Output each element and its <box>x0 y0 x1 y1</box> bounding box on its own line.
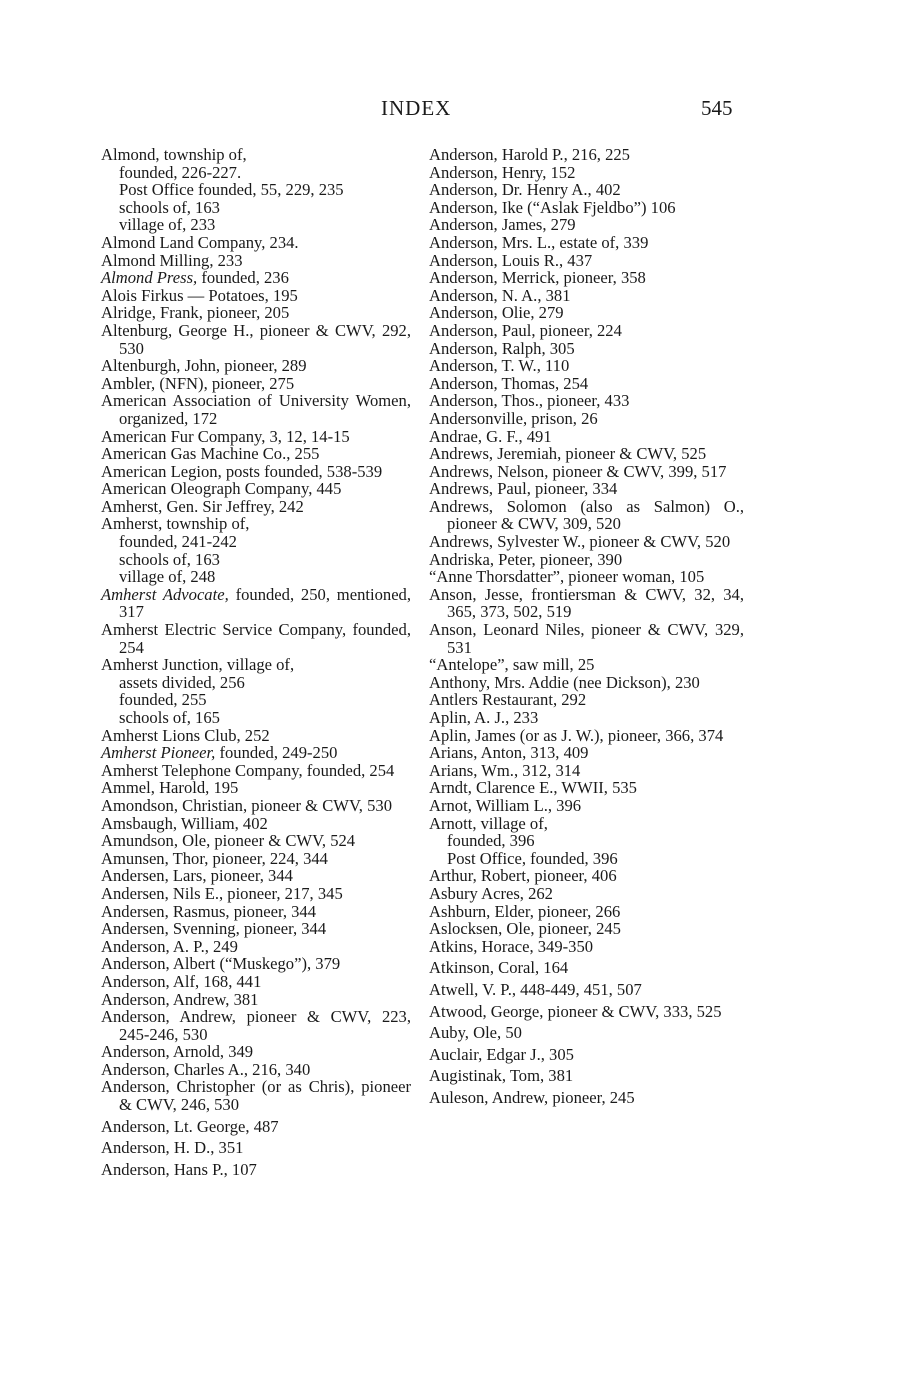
index-entry: Atkinson, Coral, 164 <box>429 958 569 978</box>
index-entry: Anderson, T. W., 110 <box>429 356 570 376</box>
index-entry: Amsbaugh, William, 402 <box>101 813 268 833</box>
index-entry: Anderson, Christopher (or as Chris), pioneer & CWV, 246, 530 <box>101 1077 411 1115</box>
index-entry: Amherst Electric Service Company, founded, 254 <box>101 620 411 657</box>
index-entry: Aplin, James (or as J. W.), pioneer, 366, 374 <box>429 725 724 745</box>
index-entry: Antlers Restaurant, 292 <box>429 690 587 710</box>
index-entry: American Fur Company, 3, 12, 14-15 <box>101 426 350 446</box>
index-subentry: Post Office, founded, 396 <box>447 848 618 868</box>
index-entry: Arians, Wm., 312, 314 <box>429 760 581 780</box>
index-entry: Amherst, Gen. Sir Jeffrey, 242 <box>101 496 304 516</box>
index-entry: Anderson, Mrs. L., estate of, 339 <box>429 232 649 252</box>
index-entry: Anderson, Harold P., 216, 225 <box>429 145 630 164</box>
publication-title: Amherst Pioneer, <box>101 743 216 763</box>
index-subentry: assets divided, 256 <box>119 672 245 692</box>
index-entry: Andrews, Solomon (also as Salmon) O., pioneer & CWV, 309, 520 <box>429 496 744 534</box>
index-entry: Arthur, Robert, pioneer, 406 <box>429 866 617 886</box>
index-entry: Anderson, Albert (“Muskego”), 379 <box>101 954 341 974</box>
index-entry: Anderson, Olie, 279 <box>429 303 564 323</box>
index-entry: Augistinak, Tom, 381 <box>429 1066 574 1086</box>
publication-title: Amherst Advocate, <box>101 584 229 604</box>
index-entry: American Gas Machine Co., 255 <box>101 444 320 464</box>
index-entry: Ammel, Harold, 195 <box>101 778 239 798</box>
index-entry: Anderson, Thos., pioneer, 433 <box>429 391 630 411</box>
index-entry: Anderson, Merrick, pioneer, 358 <box>429 268 646 288</box>
index-entry: “Antelope”, saw mill, 25 <box>429 655 595 675</box>
index-entry: Auclair, Edgar J., 305 <box>429 1044 574 1064</box>
index-entry: Andrews, Paul, pioneer, 334 <box>429 479 618 499</box>
index-entry: Arndt, Clarence E., WWII, 535 <box>429 778 637 798</box>
index-entry: Amherst Junction, village of, <box>101 655 295 675</box>
index-entry: Anderson, Dr. Henry A., 402 <box>429 180 621 200</box>
index-entry: Arnott, village of, <box>429 813 548 833</box>
index-entry: Anderson, Hans P., 107 <box>101 1159 257 1179</box>
index-entry: Amherst, township of, <box>101 514 250 534</box>
index-subentry: village of, 233 <box>119 215 216 235</box>
index-subentry: founded, 241-242 <box>119 532 237 552</box>
index-entry: Anderson, James, 279 <box>429 215 576 235</box>
index-subentry: founded, 255 <box>119 690 207 710</box>
index-entry: Amunsen, Thor, pioneer, 224, 344 <box>101 848 328 868</box>
index-entry: Ashburn, Elder, pioneer, 266 <box>429 901 621 921</box>
index-entry: Anderson, Ike (“Aslak Fjeldbo”) 106 <box>429 197 676 217</box>
index-entry: Anderson, H. D., 351 <box>101 1138 244 1158</box>
index-entry: Altenburgh, John, pioneer, 289 <box>101 356 307 376</box>
index-entry: Anderson, Ralph, 305 <box>429 338 575 358</box>
index-entry: Andersen, Rasmus, pioneer, 344 <box>101 901 317 921</box>
index-entry: Andrae, G. F., 491 <box>429 426 552 446</box>
index-column-left <box>101 146 411 1178</box>
index-entry: Anderson, A. P., 249 <box>101 936 238 956</box>
index-entry: Almond, township of, <box>101 145 247 164</box>
index-entry <box>101 586 411 621</box>
index-entry: American Oleograph Company, 445 <box>101 479 342 499</box>
index-subentry: village of, 248 <box>119 567 216 587</box>
publication-title: Almond Press, <box>101 268 198 288</box>
index-entry: Anson, Jesse, frontiersman & CWV, 32, 34, 365, 373, 502, 519 <box>429 584 744 622</box>
entry-text: founded, 236 <box>197 268 289 288</box>
index-entry: American Legion, posts founded, 538-539 <box>101 461 383 481</box>
page-title: INDEX <box>381 96 452 120</box>
index-entry: Anderson, Paul, pioneer, 224 <box>429 320 622 340</box>
index-entry: Atwell, V. P., 448-449, 451, 507 <box>429 979 642 999</box>
index-subentry: schools of, 163 <box>119 197 220 217</box>
index-subentry: founded, 226-227. <box>119 162 242 182</box>
index-entry: Altenburg, George H., pioneer & CWV, 292, 530 <box>101 320 411 358</box>
index-entry: Anderson, Andrew, pioneer & CWV, 223, 245-246, 530 <box>101 1007 411 1044</box>
index-entry: “Anne Thorsdatter”, pioneer woman, 105 <box>429 567 705 587</box>
index-entry <box>101 744 411 762</box>
index-entry: Anson, Leonard Niles, pioneer & CWV, 329, 531 <box>429 620 744 657</box>
index-entry: Atwood, George, pioneer & CWV, 333, 525 <box>429 1001 722 1021</box>
index-subentry: schools of, 163 <box>119 549 220 569</box>
index-column-right <box>429 146 744 1106</box>
index-entry: Arians, Anton, 313, 409 <box>429 743 589 763</box>
index-entry: Almond Land Company, 234. <box>101 232 299 252</box>
index-entry: Andrews, Nelson, pioneer & CWV, 399, 517 <box>429 461 727 481</box>
index-entry: Almond Milling, 233 <box>101 250 243 270</box>
index-entry: Anthony, Mrs. Addie (nee Dickson), 230 <box>429 672 700 692</box>
index-entry: Amondson, Christian, pioneer & CWV, 530 <box>101 795 392 815</box>
index-entry: American Association of University Women, organized, 172 <box>101 391 411 428</box>
entry-text: founded, 249-250 <box>215 743 338 763</box>
index-entry <box>101 269 411 287</box>
index-entry: Anderson, Andrew, 381 <box>101 989 259 1009</box>
index-entry: Andersen, Nils E., pioneer, 217, 345 <box>101 883 343 903</box>
index-entry: Amundson, Ole, pioneer & CWV, 524 <box>101 831 356 851</box>
index-entry: Andriska, Peter, pioneer, 390 <box>429 549 623 569</box>
index-subentry: Post Office founded, 55, 229, 235 <box>119 180 344 200</box>
page-header <box>0 96 900 126</box>
index-entry: Anderson, N. A., 381 <box>429 285 571 305</box>
index-entry: Andrews, Jeremiah, pioneer & CWV, 525 <box>429 444 707 464</box>
index-entry: Auleson, Andrew, pioneer, 245 <box>429 1087 635 1107</box>
index-entry: Anderson, Arnold, 349 <box>101 1042 254 1062</box>
index-entry: Alridge, Frank, pioneer, 205 <box>101 303 290 323</box>
index-entry: Alois Firkus — Potatoes, 195 <box>101 285 298 305</box>
index-subentry: founded, 396 <box>447 831 535 851</box>
index-entry: Aslocksen, Ole, pioneer, 245 <box>429 919 621 939</box>
index-entry: Amherst Lions Club, 252 <box>101 725 270 745</box>
index-entry: Anderson, Alf, 168, 441 <box>101 971 262 991</box>
page-number: 545 <box>701 96 733 120</box>
index-subentry: schools of, 165 <box>119 708 220 727</box>
index-entry: Amherst Telephone Company, founded, 254 <box>101 760 395 780</box>
entry-text: founded, 250, mentioned, 317 <box>119 584 411 622</box>
index-entry: Asbury Acres, 262 <box>429 883 553 903</box>
index-entry: Anderson, Thomas, 254 <box>429 373 589 393</box>
index-entry: Ambler, (NFN), pioneer, 275 <box>101 373 295 393</box>
index-entry: Anderson, Charles A., 216, 340 <box>101 1059 311 1079</box>
index-entry: Anderson, Lt. George, 487 <box>101 1116 279 1136</box>
index-entry: Aplin, A. J., 233 <box>429 708 539 727</box>
index-entry: Auby, Ole, 50 <box>429 1023 522 1043</box>
index-entry: Arnot, William L., 396 <box>429 795 582 815</box>
index-entry: Andersen, Lars, pioneer, 344 <box>101 866 293 886</box>
index-entry: Andersen, Svenning, pioneer, 344 <box>101 919 327 939</box>
index-entry: Anderson, Louis R., 437 <box>429 250 593 270</box>
index-entry: Andersonville, prison, 26 <box>429 408 598 428</box>
index-entry: Andrews, Sylvester W., pioneer & CWV, 520 <box>429 532 731 552</box>
index-entry: Atkins, Horace, 349-350 <box>429 936 594 956</box>
index-entry: Anderson, Henry, 152 <box>429 162 576 182</box>
